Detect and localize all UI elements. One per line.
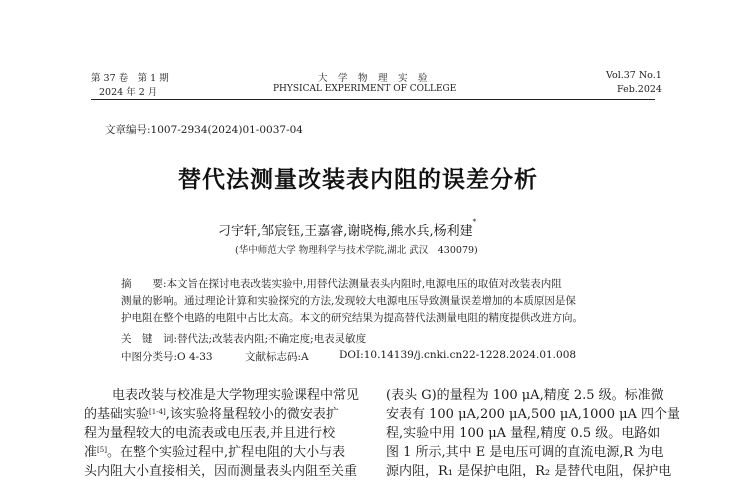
clc-value: O 4-33 [177, 351, 213, 363]
body-left-line-1: 电表改装与校准是大学物理实验课程中常见 [112, 388, 360, 403]
corresponding-author-mark: * [472, 218, 477, 226]
body-right-line-3: 程,实验中用 100 μA 量程,精度 0.5 级。电路如 [386, 426, 661, 441]
affiliation: (华中师范大学 物理科学与技术学院,湖北 武汉 430079) [235, 245, 478, 256]
journal-name-cn: 大 学 物 理 实 验 [318, 73, 429, 84]
volume-number-en: Vol.37 No.1 [606, 70, 662, 81]
body-left-line-2a: 的基础实验 [84, 407, 150, 422]
keywords-label: 关 键 词: [121, 333, 178, 345]
keywords-value: 替代法;改装表内阻;不确定度;电表灵敏度 [177, 333, 367, 345]
volume-issue: 第 37 卷 第 1 期 [91, 73, 169, 84]
body-right-line-4: 图 1 所示,其中 E 是电压可调的直流电源,R 为电 [386, 445, 664, 460]
body-right-line-1: (表头 G)的量程为 100 μA,精度 2.5 级。标准微 [386, 388, 664, 403]
doc-code-label: 文献标志码: [245, 351, 302, 363]
body-left-line-2 [84, 405, 339, 424]
body-left-line-4 [84, 443, 345, 462]
abstract-text-1: 本文旨在探讨电表改装实验中,用替代法测量表头内阻时,电源电压的取值对改装表内阻 [166, 278, 562, 290]
abstract-text-2: 测量的影响。通过理论计算和实验探究的方法,发现较大电源电压导致测量误差增加的本质原因是保 [121, 295, 576, 307]
abstract-text-3: 护电阻在整个电路的电阻中占比太高。本文的研究结果为提高替代法测量电阻的精度提供改进方向。 [121, 312, 583, 324]
body-left-line-2b: ,该实验将量程较小的微安表扩 [165, 407, 339, 422]
header-rule [91, 99, 655, 100]
keywords-line [121, 331, 366, 346]
body-left-line-4a: 准 [84, 445, 98, 460]
abstract-label: 摘 要: [121, 278, 167, 290]
journal-name-en: PHYSICAL EXPERIMENT OF COLLEGE [273, 84, 457, 94]
body-right-line-5: 源内阻，R₁ 是保护电阻，R₂ 是替代电阻，保护电 [386, 464, 672, 479]
author-names: 刁宇轩,邹宸钰,王嘉睿,谢晓梅,熊水兵,杨利建 [218, 224, 473, 239]
doi: DOI:10.14139/j.cnki.cn22-1228.2024.01.008 [339, 349, 577, 361]
body-left-line-3: 程为量程较大的电流表或电压表,并且进行校 [84, 426, 336, 441]
paper-title: 替代法测量改装表内阻的误差分析 [178, 166, 538, 193]
author-list [218, 220, 476, 239]
doc-code-value: A [301, 351, 309, 363]
citation-ref: [1-4] [149, 408, 166, 416]
article-number: 文章编号:1007-2934(2024)01-0037-04 [105, 124, 303, 136]
date-en: Feb.2024 [617, 84, 662, 95]
clc-line [121, 349, 213, 364]
body-left-line-4b: 。在整个实验过程中,扩程电阻的大小与表 [106, 445, 346, 460]
body-left-line-5: 头内阻大小直接相关，因而测量表头内阻至关重 [84, 464, 358, 479]
doc-code-line [245, 349, 309, 364]
citation-ref: [5] [97, 446, 107, 454]
clc-label: 中图分类号: [121, 351, 178, 363]
publication-date: 2024 年 2 月 [99, 87, 158, 98]
abstract-line-1 [121, 276, 562, 294]
body-right-line-2: 安表有 100 μA,200 μA,500 μA,1000 μA 四个量 [386, 407, 681, 422]
